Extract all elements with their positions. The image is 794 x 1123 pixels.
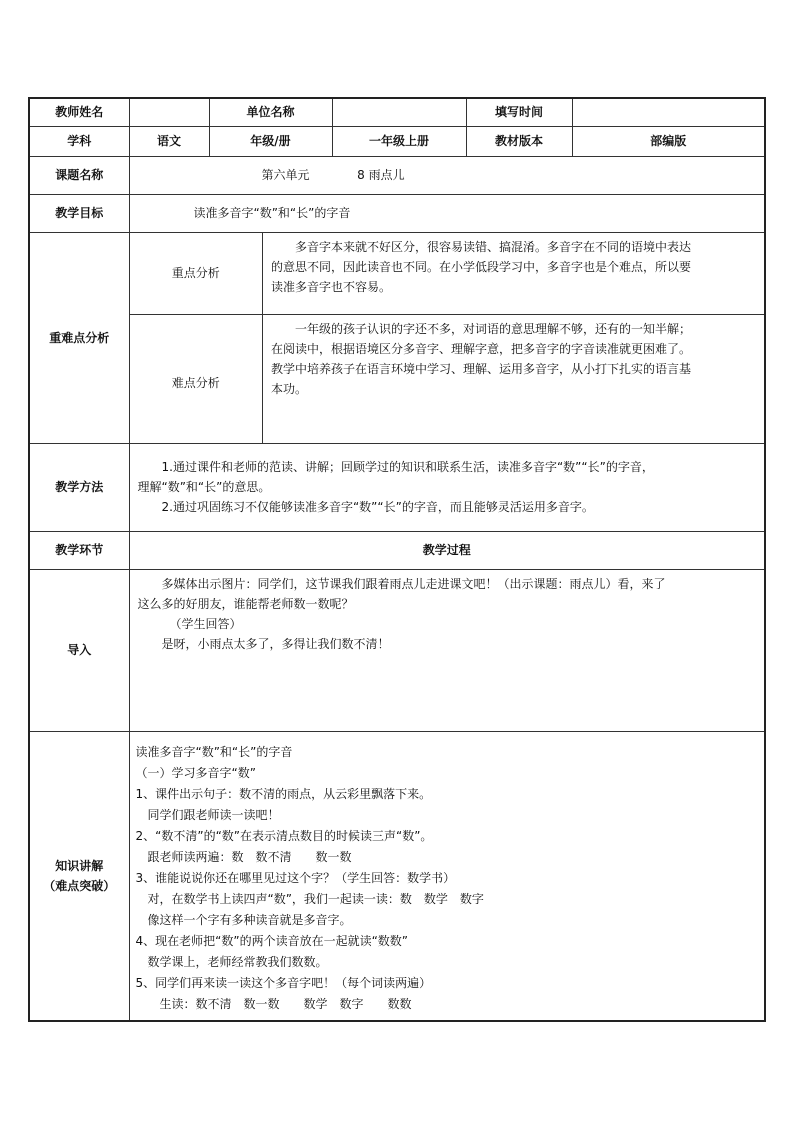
knowledge-row <box>29 731 765 1021</box>
grade-label: 年级/册 <box>209 126 332 156</box>
knowledge-line: 对，在数学书上读四声“数”，我们一起读一读：数 数学 数字 <box>135 891 484 906</box>
subject-value: 语文 <box>129 126 209 156</box>
teaching-method-row <box>29 443 765 531</box>
knowledge-line: 1、课件出示句子：数不清的雨点，从云彩里飘落下来。 <box>135 786 432 801</box>
intro-label: 导入 <box>29 569 129 731</box>
knowledge-line: 跟老师读两遍：数 数不清 数一数 <box>135 849 352 864</box>
analysis-cell <box>129 232 765 443</box>
method-line: 理解“数”和“长”的意思。 <box>137 480 271 494</box>
hard-analysis-label: 难点分析 <box>130 315 263 443</box>
lesson-unit: 第六单元 <box>261 168 310 182</box>
intro-line: 这么多的好朋友，谁能帮老师数一数呢？ <box>137 596 354 611</box>
lesson-title-label: 课题名称 <box>29 156 129 194</box>
lesson-title-cell <box>129 156 765 194</box>
intro-line: （学生回答） <box>169 616 242 631</box>
knowledge-line: （一）学习多音字“数” <box>135 765 256 780</box>
intro-text <box>129 569 765 731</box>
fill-date-label: 填写时间 <box>466 98 572 126</box>
intro-line: 是呀，小雨点太多了，多得让我们数不清！ <box>161 636 390 651</box>
fill-date-value <box>572 98 765 126</box>
process-header-row <box>29 531 765 569</box>
analysis-label: 重难点分析 <box>29 232 129 443</box>
knowledge-line: 数学课上，老师经常教我们数数。 <box>135 954 328 969</box>
knowledge-line: 3、谁能说说你还在哪里见过这个字？（学生回答：数学书） <box>135 870 456 885</box>
teaching-method-label: 教学方法 <box>29 443 129 531</box>
lesson-title-row <box>29 156 765 194</box>
intro-line: 多媒体出示图片：同学们，这节课我们跟着雨点儿走进课文吧！（出示课题：雨点儿）看，来了 <box>161 576 666 591</box>
key-analysis-line: 读准多音字也不容易。 <box>271 279 392 294</box>
method-line: 2.通过巩固练习不仅能够读准多音字“数”“长”的字音，而且能够灵活运用多音字。 <box>161 500 594 514</box>
lesson-title: 8 雨点儿 <box>357 168 405 182</box>
knowledge-label-cell <box>29 731 129 1021</box>
key-analysis-label: 重点分析 <box>130 233 263 315</box>
edition-value: 部编版 <box>572 126 765 156</box>
key-analysis-line: 的意思不同，因此读音也不同。在小学低段学习中，多音字也是个难点，所以要 <box>271 259 692 274</box>
knowledge-line: 2、“数不清”的“数”在表示清点数目的时候读三声“数”。 <box>135 828 433 843</box>
hard-analysis-line: 本功。 <box>271 382 308 396</box>
unit-name-label: 单位名称 <box>209 98 332 126</box>
header-row <box>29 98 765 126</box>
teaching-goal-row <box>29 194 765 232</box>
hard-analysis-line: 教学中培养孩子在语言环境中学习、理解、运用多音字，从小打下扎实的语言基 <box>271 362 692 376</box>
subject-row <box>29 126 765 156</box>
knowledge-line: 像这样一个字有多种读音就是多音字。 <box>135 912 352 927</box>
knowledge-line: 同学们跟老师读一读吧！ <box>135 807 280 822</box>
teaching-goal-text: 读准多音字“数”和“长”的字音 <box>129 194 765 232</box>
teaching-goal-label: 教学目标 <box>29 194 129 232</box>
unit-name-value <box>332 98 466 126</box>
key-analysis-line: 多音字本来就不好区分，很容易读错、搞混淆。多音字在不同的语境中表达 <box>295 239 692 254</box>
knowledge-line: 5、同学们再来读一读这个多音字吧！（每个词读两遍） <box>135 975 432 990</box>
hard-analysis-line: 一年级的孩子认识的字还不多，对词语的意思理解不够，还有的一知半解； <box>295 322 692 336</box>
knowledge-text <box>129 731 765 1021</box>
teacher-name-label: 教师姓名 <box>29 98 129 126</box>
knowledge-line: 生读：数不清 数一数 数学 数字 数数 <box>135 996 412 1011</box>
hard-analysis-text <box>263 315 765 443</box>
intro-row <box>29 569 765 731</box>
knowledge-line: 读准多音字“数”和“长”的字音 <box>135 744 293 759</box>
teaching-method-text <box>129 443 765 531</box>
teaching-process-label: 教学过程 <box>129 531 765 569</box>
knowledge-line: 4、现在老师把“数”的两个读音放在一起就读“数数” <box>135 933 409 948</box>
knowledge-sublabel: （难点突破） <box>43 878 116 893</box>
lesson-plan-table <box>28 97 766 1022</box>
subject-label: 学科 <box>29 126 129 156</box>
teacher-name-value <box>129 98 209 126</box>
hard-analysis-line: 在阅读中，根据语境区分多音字、理解字意，把多音字的字音读准就更困难了。 <box>271 342 692 356</box>
grade-value: 一年级上册 <box>332 126 466 156</box>
edition-label: 教材版本 <box>466 126 572 156</box>
knowledge-label: 知识讲解 <box>55 858 104 873</box>
key-analysis-text <box>263 233 765 315</box>
method-line: 1.通过课件和老师的范读、讲解；回顾学过的知识和联系生活，读准多音字“数”“长”的字音， <box>161 460 654 474</box>
analysis-row <box>29 232 765 443</box>
teaching-stage-label: 教学环节 <box>29 531 129 569</box>
